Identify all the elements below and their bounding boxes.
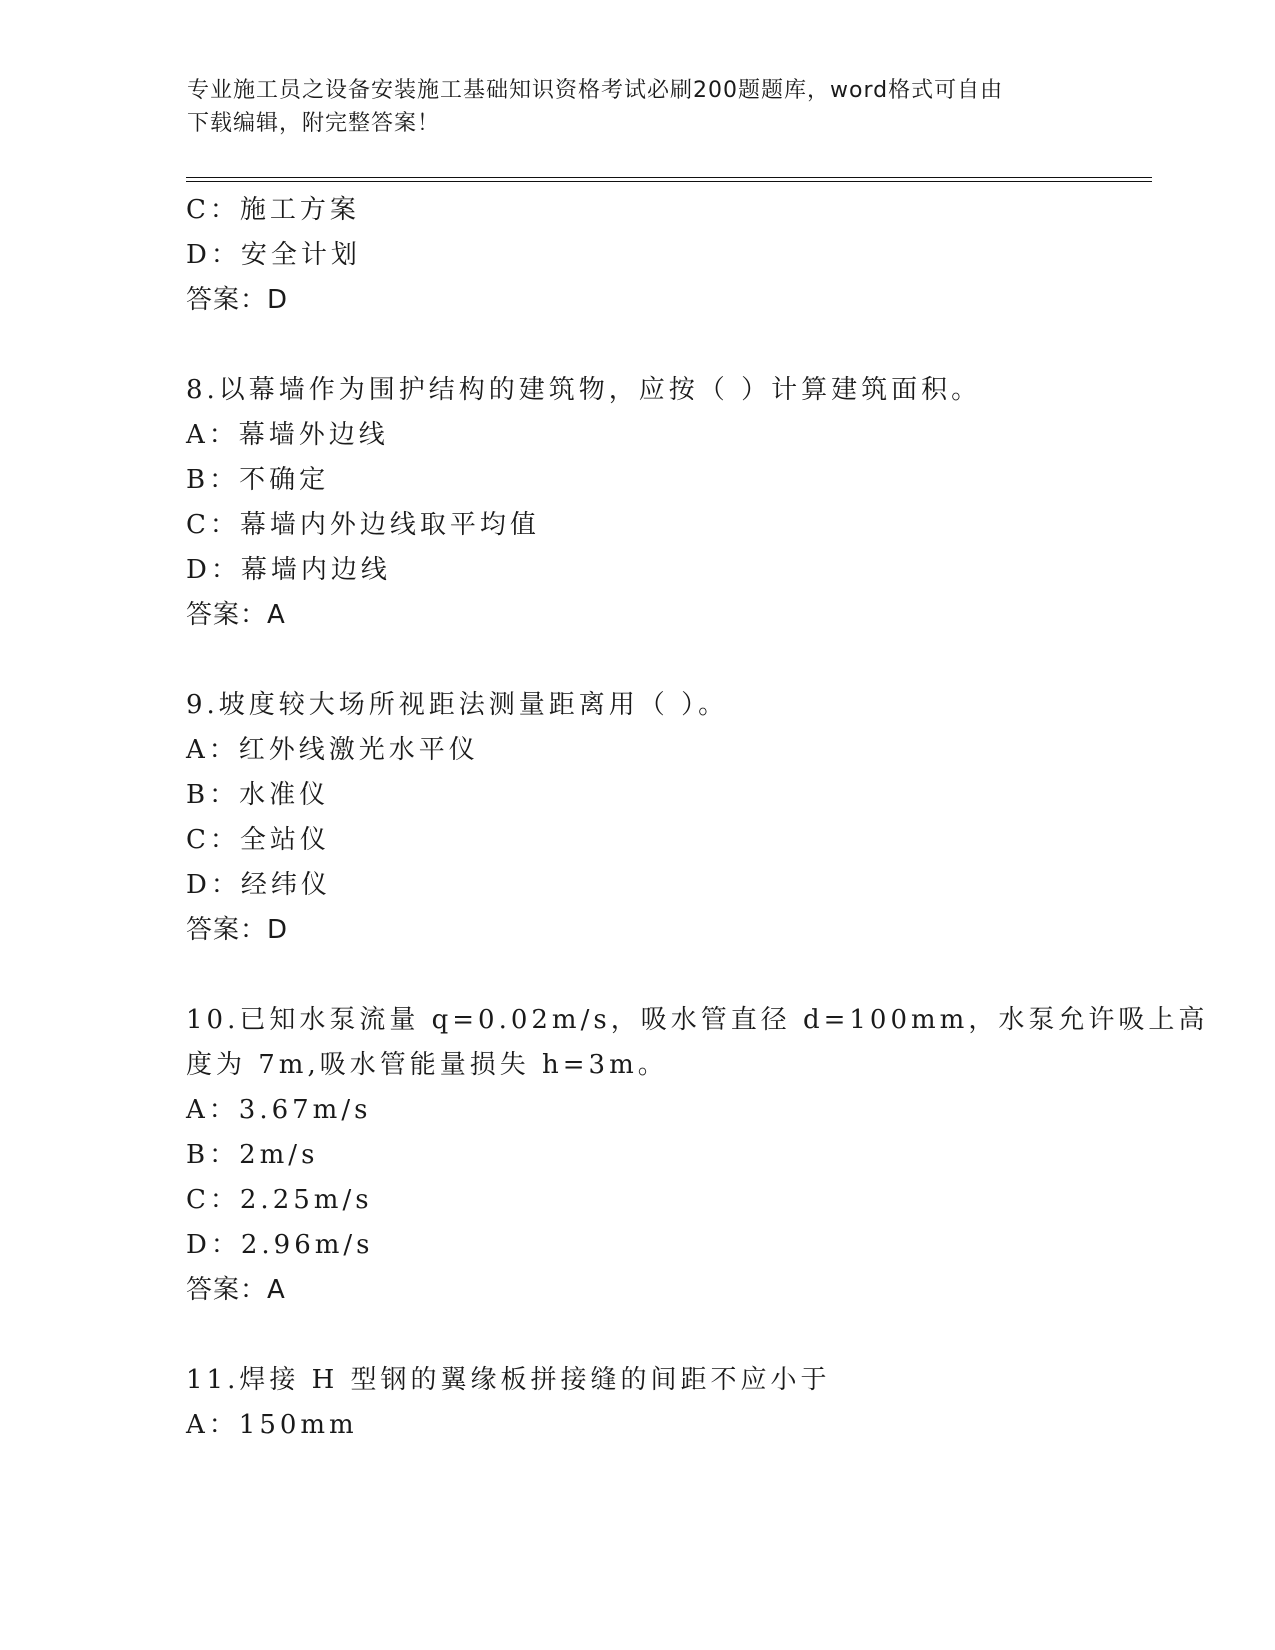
q10-answer: 答案：A	[186, 1275, 286, 1305]
q9-option-d: D：经纬仪	[186, 870, 331, 900]
q9-option-b: B：水准仪	[186, 780, 330, 810]
q7-option-d: D：安全计划	[186, 240, 361, 270]
q10-option-a: A：3.67m/s	[186, 1095, 372, 1125]
q11-option-a: A：150mm	[186, 1410, 358, 1440]
document-header	[187, 74, 1067, 140]
q9-answer: 答案：D	[186, 915, 289, 945]
header-line-1: 专业施工员之设备安装施工基础知识资格考试必刷200题题库，word格式可自由	[187, 78, 1004, 103]
q10-option-d: D：2.96m/s	[186, 1230, 374, 1260]
q9-stem: 9.坡度较大场所视距法测量距离用（ ）。	[186, 690, 729, 720]
q10-option-c: C：2.25m/s	[186, 1185, 373, 1215]
q11-stem: 11.焊接 H 型钢的翼缘板拼接缝的间距不应小于	[186, 1365, 831, 1395]
header-line-2: 下载编辑，附完整答案！	[187, 111, 441, 136]
q9-option-a: A：红外线激光水平仪	[186, 735, 479, 765]
q10-stem-line-1: 10.已知水泵流量 q=0.02m/s，吸水管直径 d=100mm，水泵允许吸上高	[186, 1005, 1209, 1035]
q7-answer: 答案：D	[186, 285, 289, 315]
q7-option-c: C：施工方案	[186, 195, 360, 225]
q8-option-b: B：不确定	[186, 465, 330, 495]
q8-answer: 答案：A	[186, 600, 286, 630]
q10-option-b: B：2m/s	[186, 1140, 319, 1170]
q9-option-c: C：全站仪	[186, 825, 330, 855]
q10-stem-line-2: 度为 7m,吸水管能量损失 h=3m。	[186, 1050, 668, 1080]
q8-stem: 8.以幕墙作为围护结构的建筑物，应按（ ）计算建筑面积。	[186, 375, 982, 405]
q8-option-c: C：幕墙内外边线取平均值	[186, 510, 540, 540]
q8-option-a: A：幕墙外边线	[186, 420, 389, 450]
q8-option-d: D：幕墙内边线	[186, 555, 391, 585]
header-divider	[186, 177, 1152, 182]
